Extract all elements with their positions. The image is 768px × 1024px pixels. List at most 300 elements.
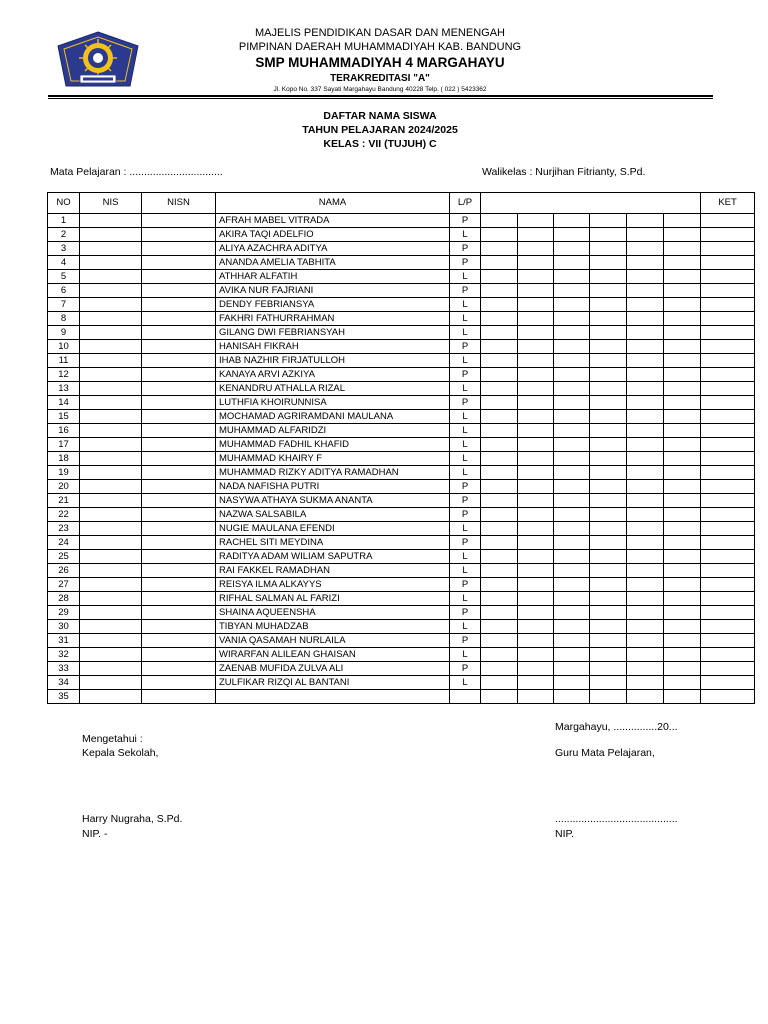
row-blank-cell bbox=[554, 284, 590, 298]
row-no: 23 bbox=[48, 522, 80, 536]
row-blank-cell bbox=[554, 298, 590, 312]
row-nisn bbox=[142, 494, 216, 508]
row-blank-cell bbox=[627, 676, 664, 690]
row-nama: SHAINA AQUEENSHA bbox=[216, 606, 450, 620]
table-row bbox=[48, 396, 755, 410]
row-blank-cell bbox=[590, 228, 627, 242]
teacher-nip: NIP. bbox=[555, 828, 575, 840]
row-blank-cell bbox=[554, 256, 590, 270]
table-row bbox=[48, 228, 755, 242]
row-blank-cell bbox=[664, 256, 701, 270]
row-no: 4 bbox=[48, 256, 80, 270]
row-nisn bbox=[142, 354, 216, 368]
row-no: 30 bbox=[48, 620, 80, 634]
row-blank-cell bbox=[627, 354, 664, 368]
row-lp: L bbox=[450, 298, 481, 312]
row-blank-cell bbox=[627, 298, 664, 312]
row-no: 11 bbox=[48, 354, 80, 368]
row-blank-cell bbox=[664, 368, 701, 382]
row-blank-cell bbox=[481, 578, 518, 592]
row-ket bbox=[701, 368, 755, 382]
row-nama: TIBYAN MUHADZAB bbox=[216, 620, 450, 634]
row-nama: NUGIE MAULANA EFENDI bbox=[216, 522, 450, 536]
row-no: 16 bbox=[48, 424, 80, 438]
row-nisn bbox=[142, 648, 216, 662]
row-blank-cell bbox=[481, 494, 518, 508]
row-ket bbox=[701, 340, 755, 354]
row-blank-cell bbox=[554, 592, 590, 606]
row-nama: IHAB NAZHIR FIRJATULLOH bbox=[216, 354, 450, 368]
row-nama: AFRAH MABEL VITRADA bbox=[216, 214, 450, 228]
row-blank-cell bbox=[664, 452, 701, 466]
row-nama: ALIYA AZACHRA ADITYA bbox=[216, 242, 450, 256]
row-nama: DENDY FEBRIANSYA bbox=[216, 298, 450, 312]
row-nama: NADA NAFISHA PUTRI bbox=[216, 480, 450, 494]
row-nisn bbox=[142, 564, 216, 578]
row-lp: L bbox=[450, 382, 481, 396]
row-ket bbox=[701, 592, 755, 606]
row-lp: L bbox=[450, 648, 481, 662]
row-blank-cell bbox=[481, 214, 518, 228]
row-blank-cell bbox=[627, 452, 664, 466]
row-blank-cell bbox=[554, 536, 590, 550]
table-row bbox=[48, 312, 755, 326]
row-blank-cell bbox=[481, 270, 518, 284]
row-blank-cell bbox=[590, 214, 627, 228]
row-blank-cell bbox=[481, 382, 518, 396]
row-blank-cell bbox=[664, 550, 701, 564]
row-nis bbox=[80, 396, 142, 410]
row-nis bbox=[80, 466, 142, 480]
principal-title: Kepala Sekolah, bbox=[82, 747, 159, 759]
row-nama: FAKHRI FATHURRAHMAN bbox=[216, 312, 450, 326]
row-lp: P bbox=[450, 340, 481, 354]
row-blank-cell bbox=[590, 424, 627, 438]
row-ket bbox=[701, 676, 755, 690]
table-row bbox=[48, 452, 755, 466]
row-blank-cell bbox=[627, 564, 664, 578]
row-nisn bbox=[142, 452, 216, 466]
row-ket bbox=[701, 690, 755, 704]
table-row bbox=[48, 578, 755, 592]
row-blank-cell bbox=[664, 522, 701, 536]
row-blank-cell bbox=[481, 340, 518, 354]
row-blank-cell bbox=[627, 592, 664, 606]
row-no: 24 bbox=[48, 536, 80, 550]
row-lp: L bbox=[450, 312, 481, 326]
row-blank-cell bbox=[554, 368, 590, 382]
row-blank-cell bbox=[590, 592, 627, 606]
table-row bbox=[48, 480, 755, 494]
row-nis bbox=[80, 354, 142, 368]
row-blank-cell bbox=[627, 326, 664, 340]
row-blank-cell bbox=[554, 620, 590, 634]
row-blank-cell bbox=[518, 550, 554, 564]
table-row bbox=[48, 270, 755, 284]
row-blank-cell bbox=[664, 676, 701, 690]
row-blank-cell bbox=[590, 676, 627, 690]
row-blank-cell bbox=[590, 340, 627, 354]
header-lp: L/P bbox=[450, 193, 481, 214]
row-blank-cell bbox=[664, 508, 701, 522]
table-row bbox=[48, 340, 755, 354]
letterhead-line-1: MAJELIS PENDIDIKAN DASAR DAN MENENGAH bbox=[255, 27, 505, 39]
row-nisn bbox=[142, 284, 216, 298]
row-nama: ANANDA AMELIA TABHITA bbox=[216, 256, 450, 270]
row-no: 20 bbox=[48, 480, 80, 494]
row-blank-cell bbox=[518, 326, 554, 340]
table-row bbox=[48, 410, 755, 424]
row-ket bbox=[701, 564, 755, 578]
row-blank-cell bbox=[664, 662, 701, 676]
row-nama: NAZWA SALSABILA bbox=[216, 508, 450, 522]
row-blank-cell bbox=[664, 214, 701, 228]
row-nama: RADITYA ADAM WILIAM SAPUTRA bbox=[216, 550, 450, 564]
row-lp: P bbox=[450, 256, 481, 270]
row-blank-cell bbox=[590, 550, 627, 564]
row-blank-cell bbox=[627, 480, 664, 494]
row-blank-cell bbox=[554, 242, 590, 256]
row-blank-cell bbox=[481, 312, 518, 326]
row-blank-cell bbox=[518, 312, 554, 326]
row-nis bbox=[80, 676, 142, 690]
row-no: 34 bbox=[48, 676, 80, 690]
header-nama: NAMA bbox=[216, 193, 450, 214]
row-blank-cell bbox=[590, 382, 627, 396]
row-blank-cell bbox=[590, 312, 627, 326]
row-blank-cell bbox=[627, 662, 664, 676]
row-blank-cell bbox=[590, 522, 627, 536]
row-blank-cell bbox=[518, 284, 554, 298]
row-blank-cell bbox=[481, 536, 518, 550]
row-blank-cell bbox=[590, 298, 627, 312]
row-blank-cell bbox=[481, 522, 518, 536]
row-blank-cell bbox=[627, 494, 664, 508]
row-nisn bbox=[142, 214, 216, 228]
row-blank-cell bbox=[554, 326, 590, 340]
row-blank-cell bbox=[590, 410, 627, 424]
row-nis bbox=[80, 242, 142, 256]
class-name: KELAS : VII (TUJUH) C bbox=[323, 138, 437, 150]
row-blank-cell bbox=[590, 466, 627, 480]
row-blank-cell bbox=[518, 424, 554, 438]
row-no: 19 bbox=[48, 466, 80, 480]
row-blank-cell bbox=[481, 690, 518, 704]
row-nis bbox=[80, 284, 142, 298]
row-nis bbox=[80, 228, 142, 242]
row-no: 3 bbox=[48, 242, 80, 256]
row-lp: L bbox=[450, 424, 481, 438]
row-nis bbox=[80, 494, 142, 508]
row-lp: P bbox=[450, 396, 481, 410]
row-no: 31 bbox=[48, 634, 80, 648]
letterhead-rule-thick bbox=[48, 95, 713, 97]
row-lp: P bbox=[450, 536, 481, 550]
row-ket bbox=[701, 326, 755, 340]
row-ket bbox=[701, 452, 755, 466]
row-blank-cell bbox=[554, 494, 590, 508]
row-blank-cell bbox=[664, 242, 701, 256]
row-blank-cell bbox=[481, 676, 518, 690]
table-row bbox=[48, 592, 755, 606]
row-lp: L bbox=[450, 620, 481, 634]
row-blank-cell bbox=[518, 690, 554, 704]
table-row bbox=[48, 242, 755, 256]
row-blank-cell bbox=[627, 270, 664, 284]
row-blank-cell bbox=[590, 690, 627, 704]
row-ket bbox=[701, 480, 755, 494]
row-nis bbox=[80, 564, 142, 578]
row-nama: ZULFIKAR RIZQI AL BANTANI bbox=[216, 676, 450, 690]
row-blank-cell bbox=[664, 438, 701, 452]
row-blank-cell bbox=[481, 424, 518, 438]
table-row bbox=[48, 354, 755, 368]
row-blank-cell bbox=[627, 368, 664, 382]
header-nis: NIS bbox=[80, 193, 142, 214]
row-blank-cell bbox=[518, 522, 554, 536]
row-nis bbox=[80, 634, 142, 648]
row-ket bbox=[701, 634, 755, 648]
row-nisn bbox=[142, 592, 216, 606]
row-ket bbox=[701, 606, 755, 620]
row-nisn bbox=[142, 326, 216, 340]
row-no: 21 bbox=[48, 494, 80, 508]
row-lp: P bbox=[450, 634, 481, 648]
row-blank-cell bbox=[481, 452, 518, 466]
row-blank-cell bbox=[518, 256, 554, 270]
row-blank-cell bbox=[664, 592, 701, 606]
row-blank-cell bbox=[481, 480, 518, 494]
row-nisn bbox=[142, 550, 216, 564]
school-logo-icon bbox=[56, 30, 140, 90]
row-no: 2 bbox=[48, 228, 80, 242]
row-blank-cell bbox=[664, 536, 701, 550]
header-ket: KET bbox=[701, 193, 755, 214]
row-blank-cell bbox=[590, 578, 627, 592]
row-blank-cell bbox=[481, 228, 518, 242]
row-blank-cell bbox=[664, 298, 701, 312]
row-lp: L bbox=[450, 438, 481, 452]
row-lp: P bbox=[450, 606, 481, 620]
row-blank-cell bbox=[518, 438, 554, 452]
row-blank-cell bbox=[590, 480, 627, 494]
row-ket bbox=[701, 648, 755, 662]
row-blank-cell bbox=[664, 326, 701, 340]
row-nisn bbox=[142, 340, 216, 354]
row-ket bbox=[701, 578, 755, 592]
row-blank-cell bbox=[590, 270, 627, 284]
row-blank-cell bbox=[664, 410, 701, 424]
row-blank-cell bbox=[590, 452, 627, 466]
row-lp: P bbox=[450, 578, 481, 592]
row-blank-cell bbox=[518, 396, 554, 410]
row-blank-cell bbox=[481, 564, 518, 578]
row-nama: AVIKA NUR FAJRIANI bbox=[216, 284, 450, 298]
row-ket bbox=[701, 550, 755, 564]
row-blank-cell bbox=[627, 228, 664, 242]
row-blank-cell bbox=[664, 480, 701, 494]
row-nama: HANISAH FIKRAH bbox=[216, 340, 450, 354]
row-nama: MOCHAMAD AGRIRAMDANI MAULANA bbox=[216, 410, 450, 424]
table-row bbox=[48, 634, 755, 648]
student-roster-table bbox=[47, 192, 755, 704]
row-blank-cell bbox=[590, 354, 627, 368]
row-blank-cell bbox=[664, 270, 701, 284]
row-blank-cell bbox=[481, 592, 518, 606]
row-blank-cell bbox=[518, 410, 554, 424]
row-nisn bbox=[142, 382, 216, 396]
row-blank-cell bbox=[518, 382, 554, 396]
row-blank-cell bbox=[554, 466, 590, 480]
row-ket bbox=[701, 354, 755, 368]
row-blank-cell bbox=[627, 382, 664, 396]
row-no: 6 bbox=[48, 284, 80, 298]
row-nisn bbox=[142, 634, 216, 648]
row-nis bbox=[80, 326, 142, 340]
row-blank-cell bbox=[481, 466, 518, 480]
principal-name: Harry Nugraha, S.Pd. bbox=[82, 813, 183, 825]
row-blank-cell bbox=[518, 214, 554, 228]
row-ket bbox=[701, 620, 755, 634]
row-nama: RAI FAKKEL RAMADHAN bbox=[216, 564, 450, 578]
row-blank-cell bbox=[627, 620, 664, 634]
row-nisn bbox=[142, 606, 216, 620]
row-nis bbox=[80, 620, 142, 634]
row-blank-cell bbox=[590, 606, 627, 620]
row-blank-cell bbox=[627, 466, 664, 480]
row-nama: KENANDRU ATHALLA RIZAL bbox=[216, 382, 450, 396]
row-no: 25 bbox=[48, 550, 80, 564]
row-blank-cell bbox=[627, 424, 664, 438]
row-blank-cell bbox=[554, 676, 590, 690]
row-blank-cell bbox=[590, 396, 627, 410]
row-nis bbox=[80, 662, 142, 676]
row-blank-cell bbox=[481, 354, 518, 368]
row-ket bbox=[701, 522, 755, 536]
row-blank-cell bbox=[554, 228, 590, 242]
row-nama: MUHAMMAD FADHIL KHAFID bbox=[216, 438, 450, 452]
row-blank-cell bbox=[590, 368, 627, 382]
row-blank-cell bbox=[590, 536, 627, 550]
row-no: 13 bbox=[48, 382, 80, 396]
row-blank-cell bbox=[518, 340, 554, 354]
row-nis bbox=[80, 256, 142, 270]
row-no: 29 bbox=[48, 606, 80, 620]
row-nisn bbox=[142, 676, 216, 690]
row-blank-cell bbox=[481, 326, 518, 340]
row-blank-cell bbox=[554, 606, 590, 620]
row-blank-cell bbox=[481, 410, 518, 424]
row-lp: L bbox=[450, 522, 481, 536]
row-nis bbox=[80, 592, 142, 606]
row-blank-cell bbox=[590, 648, 627, 662]
row-nis bbox=[80, 424, 142, 438]
row-ket bbox=[701, 312, 755, 326]
row-lp: L bbox=[450, 228, 481, 242]
row-nis bbox=[80, 382, 142, 396]
row-blank-cell bbox=[627, 550, 664, 564]
row-blank-cell bbox=[664, 284, 701, 298]
row-blank-cell bbox=[554, 690, 590, 704]
teacher-title: Guru Mata Pelajaran, bbox=[555, 747, 655, 759]
row-ket bbox=[701, 382, 755, 396]
row-no: 12 bbox=[48, 368, 80, 382]
table-row bbox=[48, 298, 755, 312]
row-blank-cell bbox=[518, 620, 554, 634]
row-blank-cell bbox=[554, 452, 590, 466]
row-ket bbox=[701, 242, 755, 256]
row-lp: P bbox=[450, 214, 481, 228]
row-nama: RACHEL SITI MEYDINA bbox=[216, 536, 450, 550]
row-blank-cell bbox=[664, 312, 701, 326]
row-blank-cell bbox=[554, 312, 590, 326]
row-nama: GILANG DWI FEBRIANSYAH bbox=[216, 326, 450, 340]
row-nisn bbox=[142, 270, 216, 284]
table-row bbox=[48, 466, 755, 480]
row-blank-cell bbox=[554, 480, 590, 494]
row-no: 9 bbox=[48, 326, 80, 340]
row-nisn bbox=[142, 438, 216, 452]
table-row bbox=[48, 214, 755, 228]
row-blank-cell bbox=[518, 606, 554, 620]
row-blank-cell bbox=[554, 564, 590, 578]
row-no: 32 bbox=[48, 648, 80, 662]
row-blank-cell bbox=[590, 620, 627, 634]
row-lp: L bbox=[450, 270, 481, 284]
row-blank-cell bbox=[518, 480, 554, 494]
row-nama: AKIRA TAQI ADELFIO bbox=[216, 228, 450, 242]
row-blank-cell bbox=[664, 228, 701, 242]
row-blank-cell bbox=[627, 606, 664, 620]
row-nisn bbox=[142, 256, 216, 270]
table-row bbox=[48, 494, 755, 508]
row-blank-cell bbox=[481, 620, 518, 634]
row-blank-cell bbox=[664, 382, 701, 396]
table-row bbox=[48, 536, 755, 550]
row-nisn bbox=[142, 662, 216, 676]
row-blank-cell bbox=[518, 354, 554, 368]
row-lp bbox=[450, 690, 481, 704]
row-blank-cell bbox=[664, 578, 701, 592]
row-blank-cell bbox=[590, 634, 627, 648]
row-nis bbox=[80, 410, 142, 424]
row-blank-cell bbox=[481, 284, 518, 298]
row-blank-cell bbox=[518, 634, 554, 648]
row-blank-cell bbox=[481, 298, 518, 312]
row-blank-cell bbox=[554, 214, 590, 228]
row-no: 1 bbox=[48, 214, 80, 228]
table-row bbox=[48, 564, 755, 578]
row-nisn bbox=[142, 242, 216, 256]
table-row bbox=[48, 256, 755, 270]
row-lp: L bbox=[450, 452, 481, 466]
row-ket bbox=[701, 298, 755, 312]
row-ket bbox=[701, 256, 755, 270]
row-ket bbox=[701, 662, 755, 676]
row-blank-cell bbox=[481, 396, 518, 410]
row-nisn bbox=[142, 508, 216, 522]
row-ket bbox=[701, 396, 755, 410]
place-date: Margahayu, ...............20... bbox=[555, 721, 678, 733]
table-header-row bbox=[48, 193, 755, 214]
row-blank-cell bbox=[554, 424, 590, 438]
row-nama: WIRARFAN ALILEAN GHAISAN bbox=[216, 648, 450, 662]
table-row bbox=[48, 326, 755, 340]
row-blank-cell bbox=[590, 662, 627, 676]
row-blank-cell bbox=[590, 494, 627, 508]
row-nisn bbox=[142, 578, 216, 592]
row-blank-cell bbox=[518, 368, 554, 382]
